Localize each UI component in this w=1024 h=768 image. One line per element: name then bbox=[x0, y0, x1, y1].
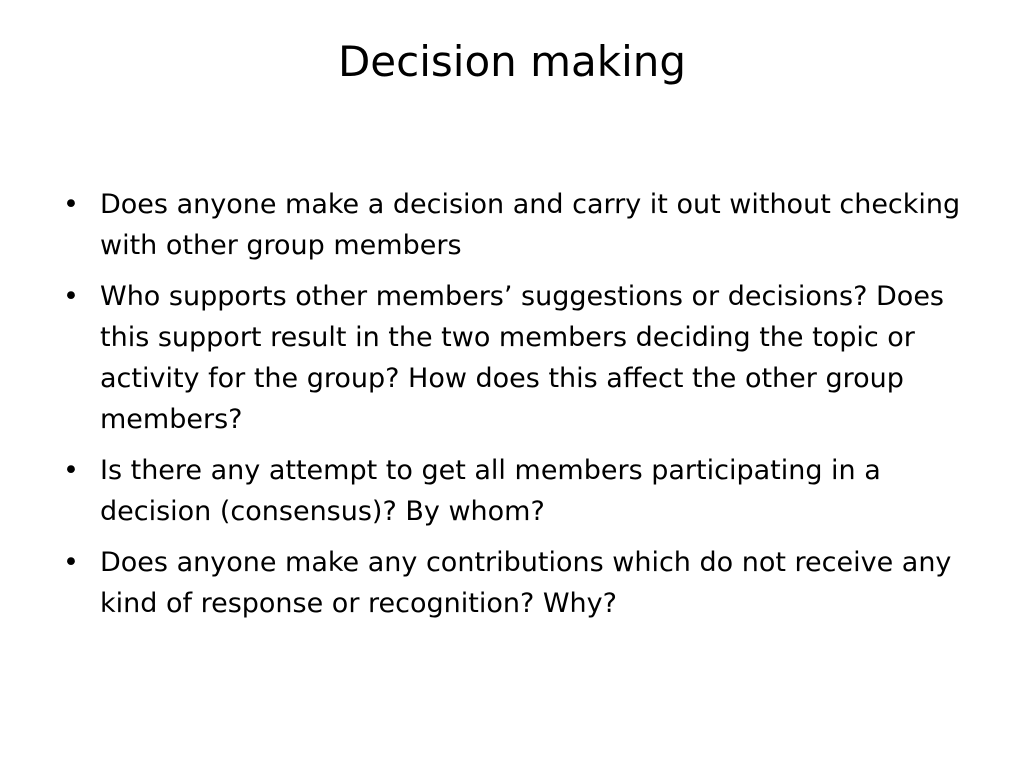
bullet-text: Does anyone make any contributions which do not receive any kind of response or recognition? Why? bbox=[100, 547, 952, 619]
bullet-item bbox=[60, 542, 975, 624]
bullet-text: Is there any attempt to get all members participating in a decision (consensus)? By whom? bbox=[100, 455, 881, 527]
bullet-dot: • bbox=[63, 281, 79, 312]
bullet-list bbox=[60, 184, 975, 634]
bullet-text: Who supports other members’ suggestions or decisions? Does this support result in the two members deciding the topic or activity for the group? How does this affect the other group members? bbox=[100, 281, 945, 435]
bullet-item bbox=[60, 276, 975, 440]
bullet-item bbox=[60, 450, 975, 532]
slide-title: Decision making bbox=[337, 37, 687, 86]
bullet-item bbox=[60, 184, 975, 266]
bullet-dot: • bbox=[63, 455, 79, 486]
bullet-dot: • bbox=[63, 547, 79, 578]
bullet-dot: • bbox=[63, 189, 79, 220]
bullet-text: Does anyone make a decision and carry it out without checking with other group members bbox=[100, 189, 961, 261]
